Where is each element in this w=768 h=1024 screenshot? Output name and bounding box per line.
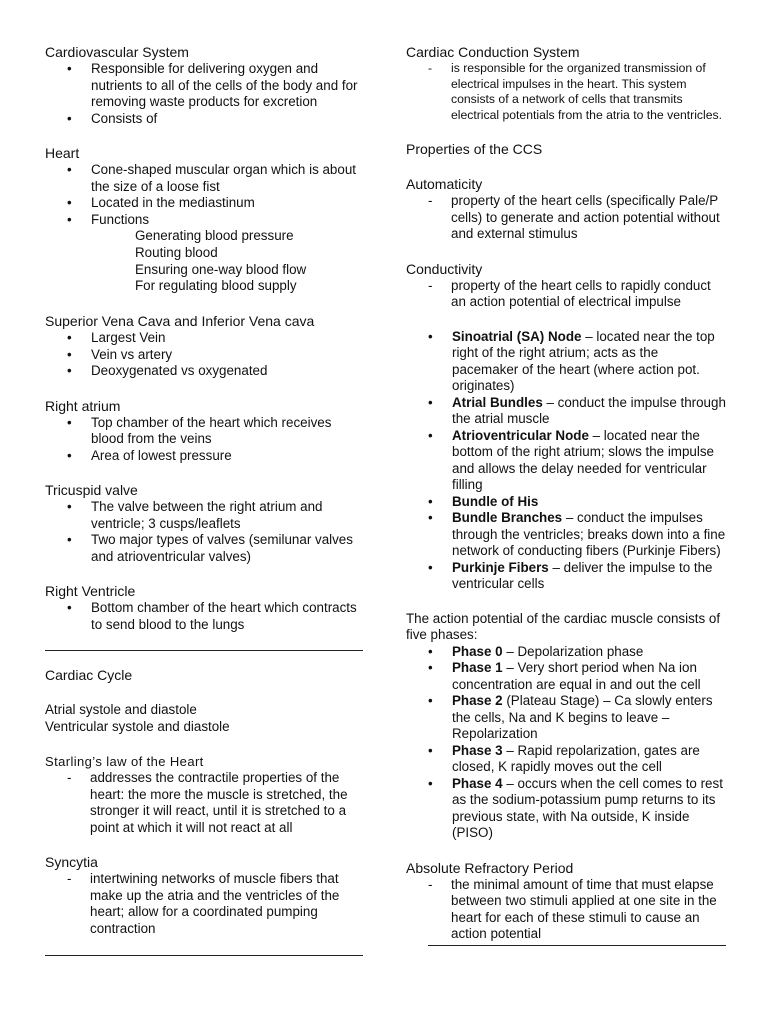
- conductivity-list: [406, 278, 728, 311]
- list-item: • Cone-shaped muscular organ which is about the size of a loose fist: [45, 162, 363, 195]
- list-item: • Located in the mediastinum: [45, 195, 363, 212]
- list-item: - is responsible for the organized transmission of electrical impulses in the heart. This system consists of a network of cells that transmits electrical potentials from the atria to the ventricles.: [406, 61, 728, 123]
- heart-list: [45, 162, 363, 228]
- list-item: • The valve between the right atrium and ventricle; 3 cusps/leaflets: [45, 499, 363, 532]
- section-title-cardiac-cycle: Cardiac Cycle: [45, 667, 133, 684]
- list-item: • Top chamber of the heart which receives blood from the veins: [45, 415, 363, 448]
- term: Bundle of His: [452, 493, 539, 509]
- cardiac-cycle-line: Ventricular systole and diastole: [45, 718, 230, 734]
- list-item: [406, 428, 728, 494]
- function-item: For regulating blood supply: [135, 278, 297, 294]
- section-title-starling: Starling’s law of the Heart: [45, 754, 204, 770]
- definition: – occurs when the cell comes to rest as the sodium-potassium pump returns to its previous state, with Na outside, K inside (PISO): [452, 775, 723, 840]
- section-title-automaticity: Automaticity: [406, 176, 483, 192]
- right-column: [406, 44, 728, 946]
- right-ventricle-list: [45, 600, 363, 633]
- section-title-refractory: Absolute Refractory Period: [406, 859, 574, 876]
- list-item: [406, 644, 728, 661]
- term: Atrioventricular Node: [452, 427, 589, 443]
- refractory-list: [406, 877, 728, 943]
- vena-cava-list: [45, 330, 363, 380]
- function-item: Routing blood: [135, 244, 218, 260]
- list-item: • Area of lowest pressure: [45, 448, 363, 465]
- functions-list: [45, 228, 363, 295]
- phases-list: [406, 644, 728, 842]
- definition: – Rapid repolarization, gates are closed, K rapidly moves out the cell: [452, 742, 700, 774]
- list-item: - property of the heart cells to rapidly conduct an action potential of electrical impulse: [406, 278, 728, 311]
- list-item: • Largest Vein: [45, 330, 363, 347]
- term: Phase 2: [452, 693, 503, 708]
- definition: – deliver the impulse to the ventricular cells: [452, 559, 713, 591]
- conduction-nodes-list: [406, 329, 728, 593]
- divider: [428, 945, 726, 946]
- term: Phase 0: [452, 643, 503, 659]
- list-item: [406, 329, 728, 395]
- action-potential-intro: The action potential of the cardiac muscle consists of five phases:: [406, 610, 721, 642]
- ccs-list: [406, 61, 728, 123]
- term: Phase 1: [452, 660, 503, 675]
- definition: (Plateau Stage) – Ca slowly enters the cells, Na and K begins to leave – Repolarization: [452, 693, 713, 741]
- section-title-conductivity: Conductivity: [406, 260, 483, 277]
- section-title-tricuspid: Tricuspid valve: [45, 482, 138, 499]
- list-item: [406, 395, 728, 428]
- list-item: [406, 660, 728, 693]
- list-item: • Deoxygenated vs oxygenated: [45, 363, 363, 380]
- function-item: Ensuring one-way blood flow: [135, 261, 307, 277]
- section-title-cardiovascular: Cardiovascular System: [45, 44, 189, 60]
- list-item: - addresses the contractile properties of the heart: the more the muscle is stretched, the stronger it will react, until it is stretched to a point at which it will not react at all: [45, 770, 363, 836]
- definition: – conduct the impulses through the ventricles; breaks down into a fine network of conducting fibers (Purkinje Fibers): [452, 510, 726, 558]
- list-item: • Vein vs artery: [45, 347, 363, 364]
- list-item: • Functions: [45, 212, 363, 229]
- section-title-properties: Properties of the CCS: [406, 141, 543, 157]
- tricuspid-list: [45, 499, 363, 565]
- definition: – located near the top right of the right atrium; acts as the pacemaker of the heart (where action pot. originates): [452, 328, 715, 393]
- section-title-syncytia: Syncytia: [45, 854, 98, 871]
- cardiac-cycle-line: Atrial systole and diastole: [45, 702, 197, 718]
- term: Bundle Branches: [452, 510, 563, 525]
- term: Atrial Bundles: [452, 394, 543, 410]
- term: Phase 4: [452, 775, 503, 791]
- list-item: [406, 693, 728, 743]
- term: Purkinje Fibers: [452, 559, 549, 575]
- starling-list: [45, 770, 363, 836]
- list-item: - the minimal amount of time that must elapse between two stimuli applied at one site in the heart for each of these stimuli to cause an action potential: [406, 877, 728, 943]
- list-item: [406, 743, 728, 776]
- function-item: Generating blood pressure: [135, 228, 294, 243]
- definition: – Depolarization phase: [502, 643, 644, 659]
- section-title-right-ventricle: Right Ventricle: [45, 583, 136, 600]
- section-title-heart: Heart: [45, 145, 80, 161]
- list-item: [406, 560, 728, 593]
- list-item: [406, 776, 728, 842]
- list-item: [406, 494, 728, 511]
- definition: – Very short period when Na ion concentration are equal in and out the cell: [452, 660, 701, 692]
- automaticity-list: [406, 193, 728, 243]
- definition: – located near the bottom of the right atrium; slows the impulse and allows the delay needed for ventricular filling: [452, 427, 714, 492]
- term: Phase 3: [452, 742, 503, 758]
- list-item: - property of the heart cells (specifically Pale/P cells) to generate and action potential without and external stimulus: [406, 193, 728, 243]
- right-atrium-list: [45, 415, 363, 465]
- cardiovascular-list: [45, 61, 363, 127]
- list-item: • Two major types of valves (semilunar valves and atrioventricular valves): [45, 532, 363, 565]
- definition: – conduct the impulse through the atrial muscle: [452, 394, 726, 426]
- syncytia-list: [45, 871, 363, 937]
- list-item: [406, 510, 728, 560]
- list-item: - intertwining networks of muscle fibers that make up the atria and the ventricles of the heart; allow for a coordinated pumping contraction: [45, 871, 363, 937]
- list-item: • Responsible for delivering oxygen and nutrients to all of the cells of the body and for removing waste products for excretion: [45, 61, 363, 111]
- left-column: [45, 44, 363, 956]
- list-item: • Consists of: [45, 111, 363, 128]
- section-title-ccs: Cardiac Conduction System: [406, 44, 580, 60]
- section-title-vena-cava: Superior Vena Cava and Inferior Vena cava: [45, 313, 315, 330]
- divider: [45, 955, 363, 956]
- term: Sinoatrial (SA) Node: [452, 328, 582, 344]
- section-title-right-atrium: Right atrium: [45, 397, 121, 414]
- list-item: • Bottom chamber of the heart which contracts to send blood to the lungs: [45, 600, 363, 633]
